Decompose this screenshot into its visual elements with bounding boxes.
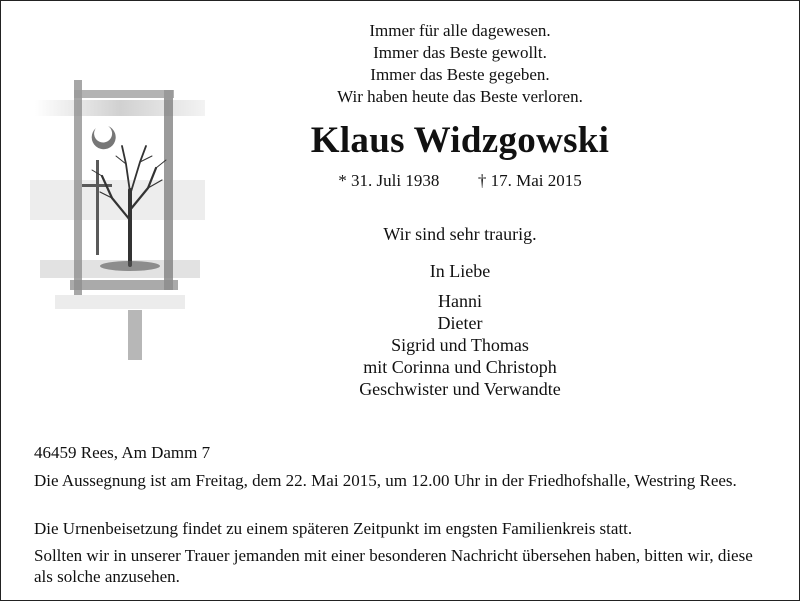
love-line: In Liebe xyxy=(429,261,491,281)
burial-info: Die Urnenbeisetzung findet zu einem späteren Zeitpunkt im engsten Familienkreis statt. xyxy=(34,519,633,538)
address: 46459 Rees, Am Damm 7 xyxy=(34,443,211,462)
birth-date: * 31. Juli 1938 xyxy=(338,171,440,190)
family-member: Hanni xyxy=(438,291,482,311)
poem-line: Immer das Beste gewollt. xyxy=(373,43,547,62)
family-member: Dieter xyxy=(437,313,483,333)
death-date: † 17. Mai 2015 xyxy=(477,171,582,190)
memorial-poem xyxy=(160,20,760,108)
family-member: Sigrid und Thomas xyxy=(391,335,529,355)
ceremony-info: Die Aussegnung ist am Freitag, dem 22. Mai 2015, um 12.00 Uhr in der Friedhofshalle, Westring Rees. xyxy=(34,471,737,490)
family-list xyxy=(160,290,760,400)
poem-line: Immer das Beste gegeben. xyxy=(370,65,550,84)
family-member: mit Corinna und Christoph xyxy=(363,357,557,377)
closing-note: Sollten wir in unserer Trauer jemanden mit einer besonderen Nachricht übersehen haben, bitten wir, diese als solche anzusehen. xyxy=(34,546,753,586)
deceased-name: Klaus Widzgowski xyxy=(310,120,610,161)
poem-line: Immer für alle dagewesen. xyxy=(369,21,551,40)
sad-line: Wir sind sehr traurig. xyxy=(383,224,537,244)
poem-line: Wir haben heute das Beste verloren. xyxy=(337,87,583,106)
life-dates xyxy=(160,170,760,192)
family-member: Geschwister und Verwandte xyxy=(359,379,561,399)
